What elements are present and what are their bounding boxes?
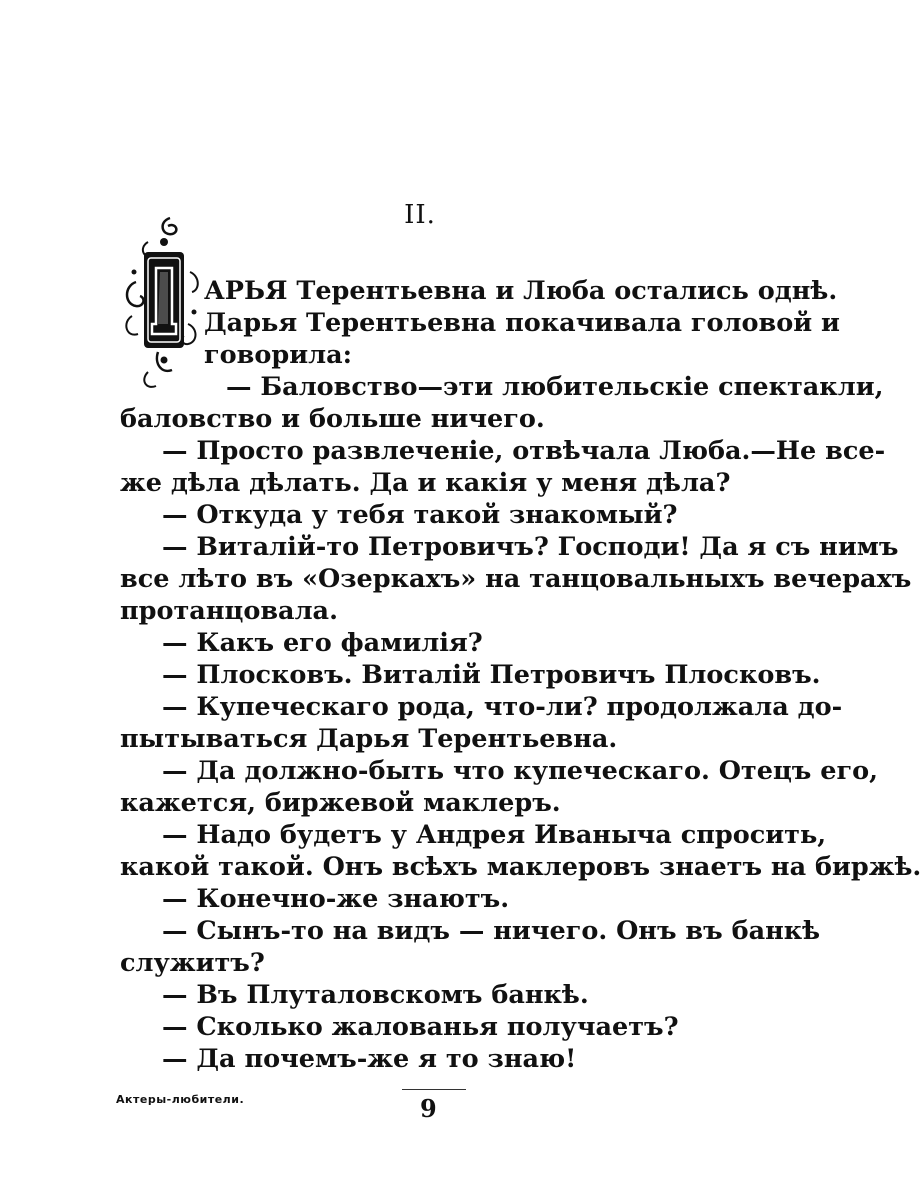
text-line-10: все лѣто въ «Озеркахъ» на танцовальныхъ вечерахъ [120,564,912,594]
chapter-heading: II. [404,200,436,230]
text-line-12: — Какъ его фамилія? [162,628,483,658]
text-line-25: — Да почемъ-же я то знаю! [162,1044,577,1074]
text-line-21: — Сынъ-то на видъ — ничего. Онъ въ банкѣ [162,916,821,946]
text-line-24: — Сколько жалованья получаетъ? [162,1012,679,1042]
page-number: 9 [420,1094,437,1123]
text-line-20: — Конечно-же знаютъ. [162,884,510,914]
text-line-11: протанцовала. [120,596,338,626]
text-line-7: же дѣла дѣлать. Да и какія у меня дѣла? [120,468,731,498]
text-line-23: — Въ Плуталовскомъ банкѣ. [162,980,589,1010]
text-line-18: — Надо будетъ у Андрея Иваныча спросить, [162,820,827,850]
text-line-1: АРЬЯ Терентьевна и Люба остались однѣ. [204,276,838,306]
text-line-16: — Да должно-быть что купеческаго. Отецъ его, [162,756,878,786]
text-line-13: — Плосковъ. Виталій Петровичъ Плосковъ. [162,660,821,690]
text-line-9: — Виталій-то Петровичъ? Господи! Да я съ нимъ [162,532,899,562]
text-line-8: — Откуда у тебя такой знакомый? [162,500,678,530]
text-line-5: баловство и больше ничего. [120,404,545,434]
text-line-14: — Купеческаго рода, что-ли? продолжала до- [162,692,843,722]
text-line-19: какой такой. Онъ всѣхъ маклеровъ знаетъ на биржѣ. [120,852,921,882]
decorative-initial [118,212,204,394]
text-line-3: говорила: [204,340,353,370]
text-line-2: Дарья Терентьевна покачивала головой и [204,308,840,338]
text-line-4: — Баловство—эти любительскіе спектакли, [226,372,884,402]
footer-rule [402,1089,466,1090]
text-line-6: — Просто развлеченіе, отвѣчала Люба.—Не все- [162,436,886,466]
text-line-22: служитъ? [120,948,265,978]
text-line-15: пытываться Дарья Терентьевна. [120,724,618,754]
text-line-17: кажется, биржевой маклеръ. [120,788,561,818]
footer-signature: Актеры-любители. [116,1093,245,1106]
